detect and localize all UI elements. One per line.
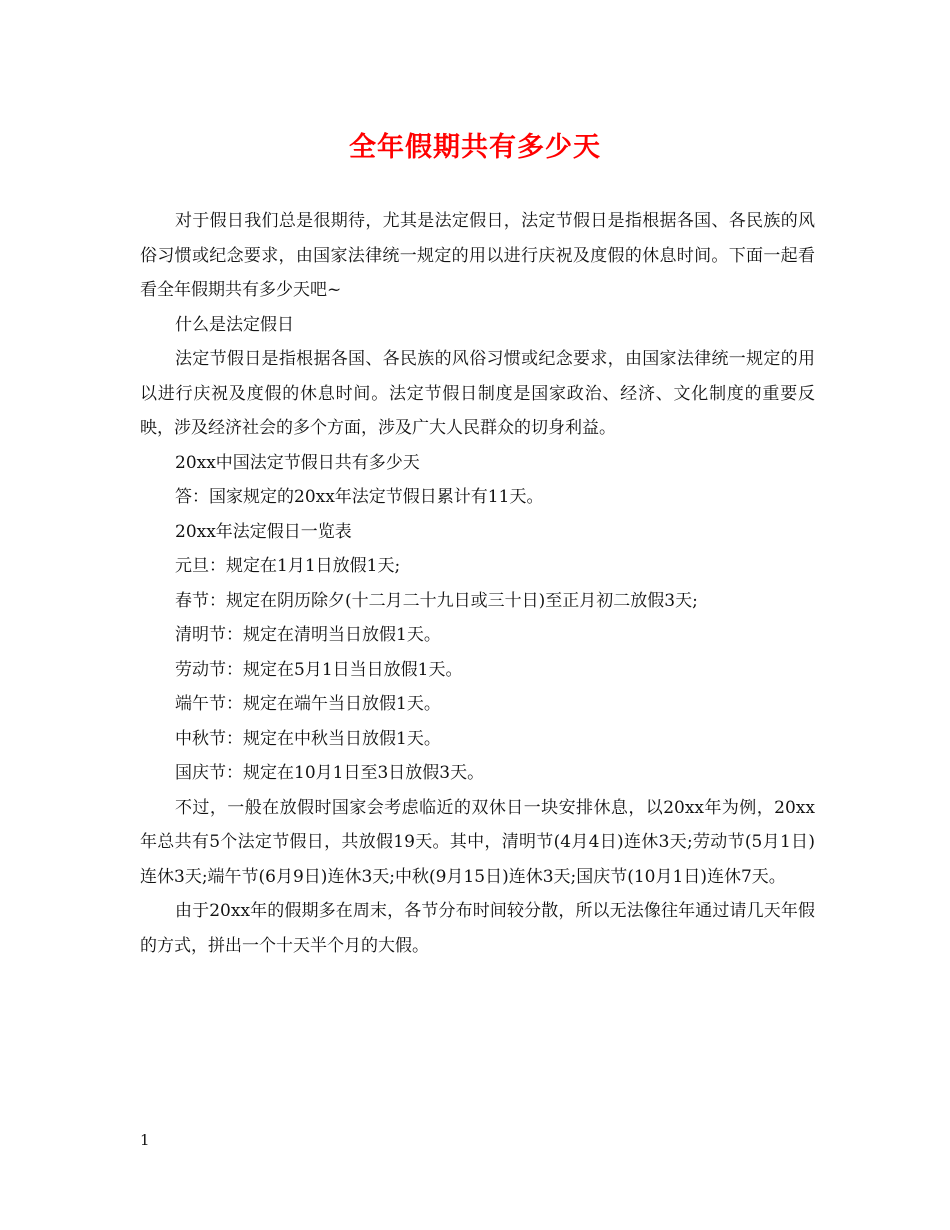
paragraph-conclusion: 由于20xx年的假期多在周末，各节分布时间较分散，所以无法像往年通过请几天年假的方式，拼出一个十天半个月的大假。 — [140, 901, 815, 956]
paragraph-intro: 对于假日我们总是很期待，尤其是法定假日，法定节假日是指根据各国、各民族的风俗习惯或纪念要求，由国家法律统一规定的用以进行庆祝及度假的休息时间。下面一起看看全年假期共有多少天吧~ — [140, 211, 815, 300]
paragraph-schedule-example: 不过，一般在放假时国家会考虑临近的双休日一块安排休息，以20xx年为例，20xx年总共有5个法定节假日，共放假19天。其中，清明节(4月4日)连休3天;劳动节(5月1日)连休3天;端午节(6月9日)连休3天;中秋(9月15日)连休3天;国庆节(10月1日)连休7天。 — [140, 797, 815, 887]
list-item-labor-day: 劳动节：规定在5月1日当日放假1天。 — [175, 659, 463, 680]
list-item-national-day: 国庆节：规定在10月1日至3日放假3天。 — [175, 763, 485, 783]
heading-holiday-list: 20xx年法定假日一览表 — [175, 521, 352, 542]
list-item-dragon-boat: 端午节：规定在端午当日放假1天。 — [175, 694, 441, 714]
list-item-mid-autumn: 中秋节：规定在中秋当日放假1天。 — [175, 728, 441, 749]
heading-what-is-holiday: 什么是法定假日 — [175, 314, 294, 335]
page-number: 1 — [140, 1131, 150, 1149]
document-title: 全年假期共有多少天 — [349, 132, 601, 163]
list-item-spring-festival: 春节：规定在阴历除夕(十二月二十九日或三十日)至正月初二放假3天; — [175, 590, 698, 611]
list-item-qingming: 清明节：规定在清明当日放假1天。 — [175, 625, 441, 645]
list-item-new-year: 元旦：规定在1月1日放假1天; — [175, 556, 401, 576]
document-body — [140, 204, 815, 963]
paragraph-answer: 答：国家规定的20xx年法定节假日累计有11天。 — [175, 487, 544, 507]
heading-holiday-count: 20xx中国法定节假日共有多少天 — [175, 452, 420, 473]
paragraph-definition: 法定节假日是指根据各国、各民族的风俗习惯或纪念要求，由国家法律统一规定的用以进行庆祝及度假的休息时间。法定节假日制度是国家政治、经济、文化制度的重要反映，涉及经济社会的多个方面，涉及广大人民群众的切身利益。 — [140, 349, 815, 438]
